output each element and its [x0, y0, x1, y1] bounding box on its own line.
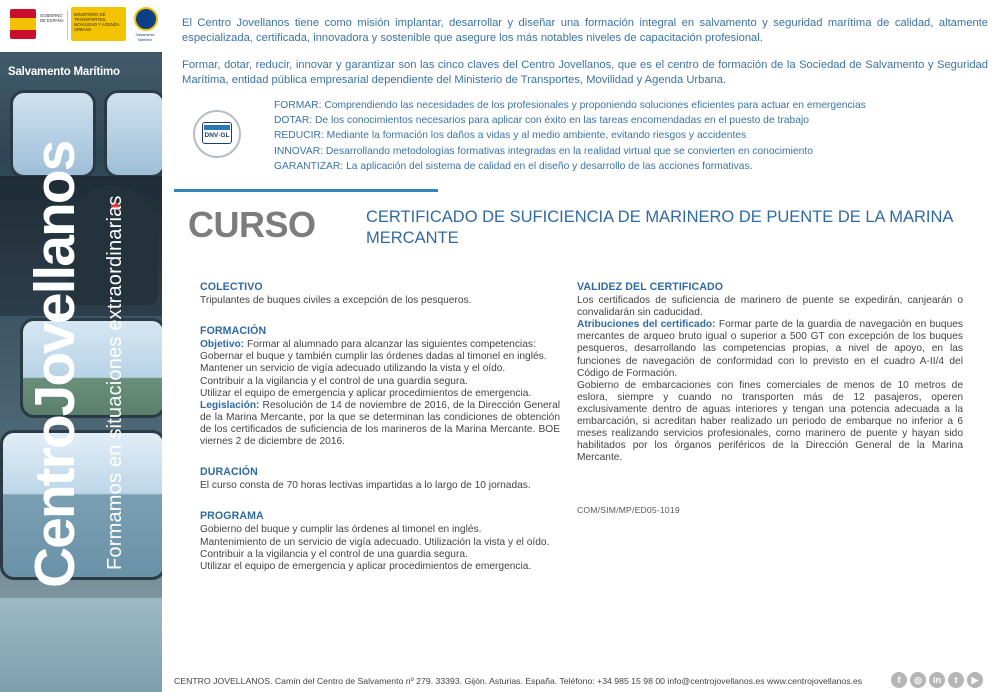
validez-text: Los certificados de suficiencia de marinero de puente se expedirán, canjearán o convalidarán sin caducidad.	[577, 295, 963, 319]
objetivo-label: Objetivo:	[200, 339, 245, 351]
value-item: DOTAR: De los conocimientos necesarios para aplicar con éxito en las tareas encomendadas en el puesto de trabajo	[274, 115, 809, 127]
salvamento-maritimo-badge-icon	[134, 7, 158, 31]
atribuciones-paragraph	[577, 319, 963, 379]
gobierno-paragraph: Gobierno de embarcaciones con fines comerciales de menos de 10 metros de eslora, siempre y cuando no transporten más de 12 pasajeros, operen exclusivamente dentro de aguas interiores y tengan una potencia adecuada a la embarcación, si acreditan haber realizado un periodo de embarque no inferior a 6 meses realizando servicios profesionales, como marinero de puente y hayan sido habilitados por los órganos periféricos de la Dirección General de la Marina Mercante.	[577, 379, 963, 464]
value-item: INNOVAR: Desarrollando metodologías formativas integradas en la realidad virtual que se convierten en conocimiento	[274, 145, 813, 157]
sidebar-title: Salvamento Marítimo	[8, 66, 120, 78]
left-column	[200, 281, 560, 573]
spain-coat-of-arms-icon	[10, 9, 36, 39]
programa-heading: PROGRAMA	[200, 510, 264, 523]
course-label: CURSO	[188, 204, 316, 245]
validez-heading: VALIDEZ DEL CERTIFICADO	[577, 281, 724, 293]
bridge-window-image	[104, 90, 162, 178]
section-divider	[174, 189, 438, 192]
competencia-item: Gobernar el buque y también cumplir las órdenes dadas al timonel en inglés.	[200, 351, 547, 363]
duracion-heading: DURACIÓN	[200, 466, 258, 479]
legislacion-paragraph	[200, 400, 560, 448]
legislacion-text: Resolución de 14 de noviembre de 2016, de la Dirección General de la Marina Mercante, por la que se determinan las condiciones de obtención de los certificados de suficiencia de los marineros de la Marina Mercante. BOE viernes 2 de diciembre de 2016.	[200, 399, 560, 448]
mission-paragraph: El Centro Jovellanos tiene como misión implantar, desarrollar y diseñar una formación integral en salvamento y seguridad marítima de calidad, altamente especializada, certificada, innovadora y sostenible que asegure los más notables niveles de capacitación profesional.	[182, 17, 988, 44]
twitter-icon[interactable]: t	[948, 672, 964, 688]
formacion-heading: FORMACIÓN	[200, 325, 267, 338]
programa-item: Utilizar el equipo de emergencia y aplicar procedimientos de emergencia.	[200, 560, 532, 572]
footer-contact: CENTRO JOVELLANOS. Camín del Centro de Salvamento nº 279. 33393. Gijón. Asturias. España. Teléfono: +34 985 15 98 00 info@centrojovellanos.es www.centrojovellanos.es	[174, 676, 863, 686]
programa-item: Contribuir a la vigilancia y el control de una guardia segura.	[200, 548, 468, 560]
objetivo-text: Formar al alumnado para alcanzar las siguientes competencias:	[244, 339, 536, 351]
logo-divider	[67, 10, 68, 40]
seal-band	[204, 125, 230, 130]
ministry-label: MINISTERIO DE TRANSPORTES, MOVILIDAD Y AGENDA URBANA	[74, 12, 120, 32]
duracion-text: El curso consta de 70 horas lectivas impartidas a lo largo de 10 jornadas.	[200, 480, 531, 492]
right-column	[577, 281, 963, 517]
instagram-icon[interactable]: ◎	[910, 672, 926, 688]
value-item: REDUCIR: Mediante la formación los daños a vidas y al medio ambiente, evitando riesgos y accidentes	[274, 130, 747, 142]
colectivo-text: Tripulantes de buques civiles a excepción de los pesqueros.	[200, 295, 472, 307]
programa-item: Mantenimiento de un servicio de vigía adecuado. Utilización la vista y el oído.	[200, 536, 550, 548]
values-list	[274, 98, 974, 174]
sidebar-banner	[0, 0, 162, 692]
keys-paragraph: Formar, dotar, reducir, innovar y garantizar son las cinco claves del Centro Jovellanos, que es el centro de formación de la Sociedad de Salvamento y Seguridad Marítima, entidad pública empresarial dependiente del Ministerio de Transportes, Movilidad y Agenda Urbana.	[182, 59, 988, 86]
competencia-item: Contribuir a la vigilancia y el control de una guardia segura.	[200, 375, 468, 387]
gov-label: GOBIERNO DE ESPAÑA	[40, 13, 64, 23]
competencia-item: Utilizar el equipo de emergencia y aplicar procedimientos de emergencia.	[200, 387, 532, 399]
value-item: FORMAR: Comprendiendo las necesidades de los profesionales y proponiendo soluciones eficientes para actuar en emergencias	[274, 100, 866, 111]
dnv-gl-seal-icon	[193, 110, 241, 158]
seal-text: DNV·GL	[204, 132, 230, 139]
linkedin-icon[interactable]: in	[929, 672, 945, 688]
badge-label: Salvamento Marítimo	[135, 33, 155, 42]
youtube-icon[interactable]: ▶	[967, 672, 983, 688]
atribuciones-label: Atribuciones del certificado:	[577, 319, 716, 331]
sea-image	[0, 598, 162, 692]
reference-code: COM/SIM/MP/ED05-1019	[577, 505, 680, 516]
objetivo-paragraph	[200, 339, 560, 351]
atribuciones-text: Formar parte de la guardia de navegación en buques mercantes de arqueo bruto igual o superior a 500 GT con excepción de los buques pesqueros, desarrollando las competencias propias, a nivel de apoyo, en las funciones de navegación de conformidad con lo previsto en el cuadro A-II/4 del Código de Formación.	[577, 319, 963, 379]
competencia-item: Mantener un servicio de vigía adecuado utilizando la vista y el oído.	[200, 363, 506, 375]
brand-logo: CentroJovellanos	[23, 141, 87, 588]
brand-tagline: Formamos en situaciones extraordinarias	[104, 195, 126, 570]
programa-item: Gobierno del buque y cumplir las órdenes al timonel en inglés.	[200, 524, 482, 536]
institutional-logos	[0, 0, 162, 52]
colectivo-heading: COLECTIVO	[200, 281, 263, 293]
course-title: CERTIFICADO DE SUFICIENCIA DE MARINERO DE PUENTE DE LA MARINA MERCANTE	[366, 208, 953, 247]
facebook-icon[interactable]: f	[891, 672, 907, 688]
legislacion-label: Legislación:	[200, 399, 260, 411]
value-item: GARANTIZAR: La aplicación del sistema de calidad en el diseño y desarrollo de las acciones formativas.	[274, 160, 753, 172]
